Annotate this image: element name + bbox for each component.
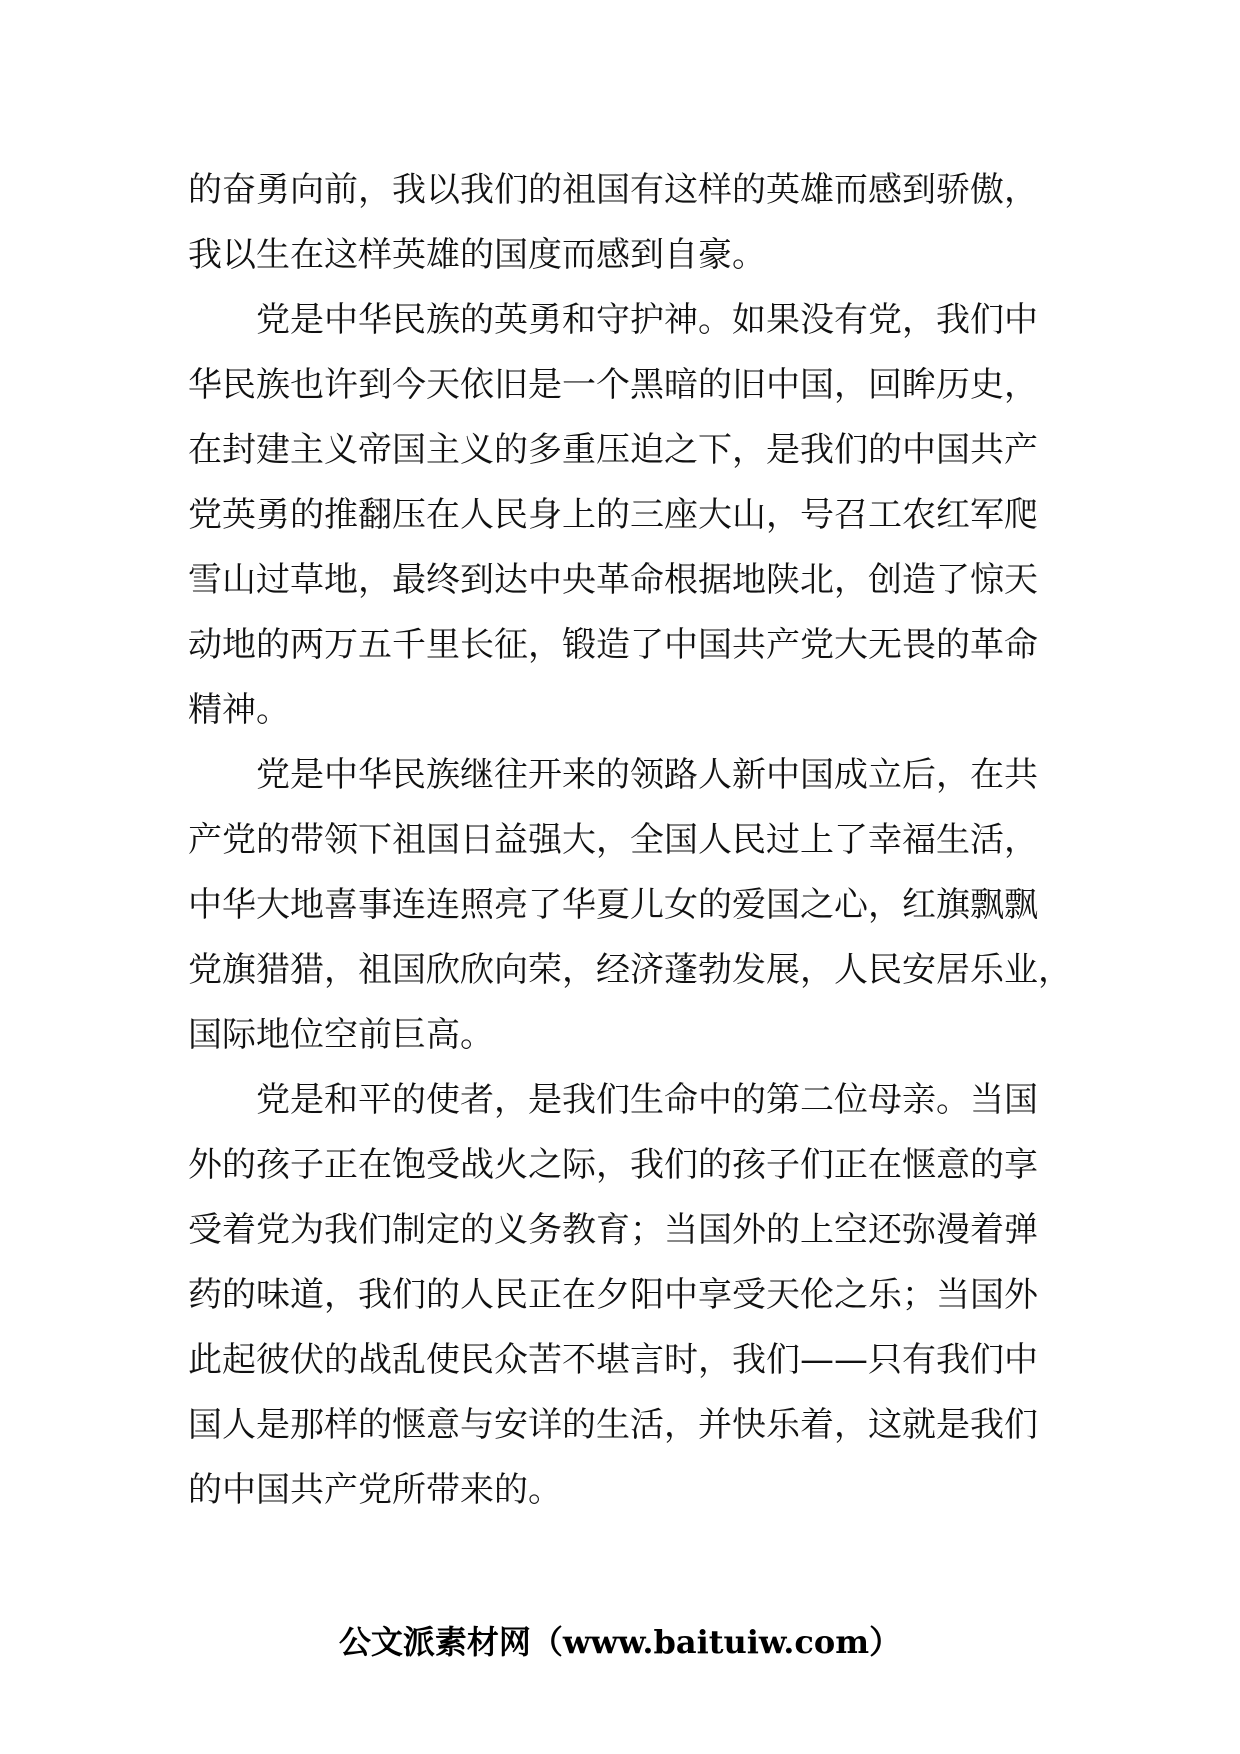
page-footer: 公文派素材网（www.baituiw.com） bbox=[338, 1623, 902, 1661]
paragraph-start-line: 党是和平的使者，是我们生命中的第二位母亲。当国 bbox=[256, 1080, 1038, 1120]
text-line: 党英勇的推翻压在人民身上的三座大山，号召工农红军爬 bbox=[188, 495, 1038, 535]
text-line: 我以生在这样英雄的国度而感到自豪。 bbox=[188, 235, 766, 275]
document-body bbox=[188, 158, 1072, 1523]
text-line: 国际地位空前巨高。 bbox=[188, 1015, 494, 1055]
text-line: 精神。 bbox=[188, 690, 290, 730]
text-line: 的中国共产党所带来的。 bbox=[188, 1470, 562, 1510]
paragraph-start-line: 党是中华民族的英勇和守护神。如果没有党，我们中 bbox=[256, 300, 1038, 340]
text-line: 中华大地喜事连连照亮了华夏儿女的爱国之心，红旗飘飘 bbox=[188, 885, 1038, 925]
text-line: 受着党为我们制定的义务教育；当国外的上空还弥漫着弹 bbox=[188, 1210, 1038, 1250]
text-line: 在封建主义帝国主义的多重压迫之下，是我们的中国共产 bbox=[188, 430, 1038, 470]
text-line: 此起彼伏的战乱使民众苦不堪言时，我们——只有我们中 bbox=[188, 1340, 1038, 1380]
text-line: 雪山过草地，最终到达中央革命根据地陕北，创造了惊天 bbox=[188, 560, 1038, 600]
text-line: 党旗猎猎，祖国欣欣向荣，经济蓬勃发展，人民安居乐业， bbox=[188, 950, 1072, 990]
paragraph-start-line: 党是中华民族继往开来的领路人新中国成立后，在共 bbox=[256, 755, 1038, 795]
text-line: 药的味道，我们的人民正在夕阳中享受天伦之乐；当国外 bbox=[188, 1275, 1038, 1315]
text-line: 华民族也许到今天依旧是一个黑暗的旧中国，回眸历史， bbox=[188, 365, 1038, 405]
text-line: 外的孩子正在饱受战火之际，我们的孩子们正在惬意的享 bbox=[188, 1145, 1038, 1185]
text-line: 国人是那样的惬意与安详的生活，并快乐着，这就是我们 bbox=[188, 1405, 1038, 1445]
text-line: 动地的两万五千里长征，锻造了中国共产党大无畏的革命 bbox=[188, 625, 1038, 665]
text-line: 的奋勇向前，我以我们的祖国有这样的英雄而感到骄傲， bbox=[188, 170, 1038, 210]
text-line: 产党的带领下祖国日益强大，全国人民过上了幸福生活， bbox=[188, 820, 1038, 860]
